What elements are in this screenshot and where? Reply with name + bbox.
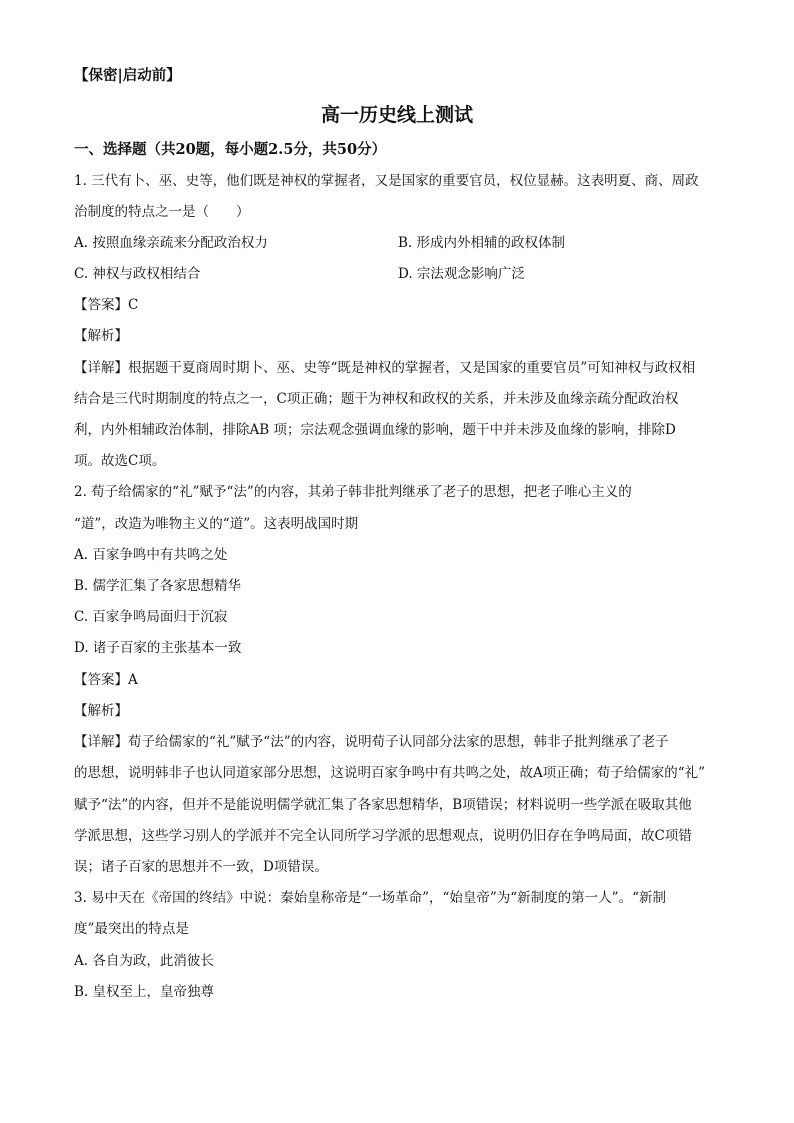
q2-stem-line-2: “道”，改造为唯物主义的“道”。这表明战国时期 — [74, 516, 359, 532]
confidential-tag: 【保密|启动前】 — [74, 67, 181, 84]
q1-analysis-label: 【解析】 — [74, 328, 128, 344]
q2-detail-line-1: 【详解】荀子给儒家的“礼”赋予“法”的内容，说明荀子认同部分法家的思想，韩非子批判继承了老子 — [74, 734, 669, 750]
section-heading: 一、选择题（共20题，每小题2.5分，共50分） — [74, 141, 387, 158]
q1-options-row-2 — [74, 264, 734, 284]
q2-analysis-label: 【解析】 — [74, 703, 128, 719]
page-title: 高一历史线上测试 — [320, 104, 473, 126]
q2-detail-line-4: 学派思想，这些学习别人的学派并不完全认同所学习学派的思想观点，说明仍旧存在争鸣局面，故C项错 — [74, 828, 692, 844]
q1-detail-line-4: 项。故选C项。 — [74, 453, 166, 469]
q3-option-a: A. 各自为政，此消彼长 — [74, 953, 214, 969]
q2-detail-line-2: 的思想，说明韩非子也认同道家部分思想，这说明百家争鸣中有共鸣之处，故A项正确；荀子给儒家的“礼” — [74, 765, 706, 781]
q3-stem-line-1: 3. 易中天在《帝国的终结》中说：秦始皇称帝是“一场革命”，“始皇帝”为“新制度的第一人”。“新制 — [74, 890, 666, 906]
q1-answer: 【答案】C — [74, 297, 139, 313]
q1-option-d: D. 宗法观念影响广泛 — [398, 266, 525, 282]
q2-detail-line-3: 赋予“法”的内容，但并不是能说明儒学就汇集了各家思想精华，B项错误；材料说明一些学派在吸取其他 — [74, 797, 692, 813]
q1-option-c: C. 神权与政权相结合 — [74, 266, 201, 282]
q2-detail-line-5: 误；诸子百家的思想并不一致，D项错误。 — [74, 859, 328, 875]
q1-options-row-1 — [74, 233, 734, 253]
q2-option-b: B. 儒学汇集了各家思想精华 — [74, 578, 242, 594]
q2-stem-line-1: 2. 荀子给儒家的“礼”赋予“法”的内容，其弟子韩非批判继承了老子的思想，把老子唯心主义的 — [74, 484, 632, 500]
q3-stem-line-2: 度”最突出的特点是 — [74, 921, 189, 937]
q1-option-a: A. 按照血缘亲疏来分配政治权力 — [74, 235, 268, 251]
q1-stem-line-2: 治制度的特点之一是（ ） — [74, 204, 250, 220]
q2-option-a: A. 百家争鸣中有共鸣之处 — [74, 547, 228, 563]
q1-detail-line-1: 【详解】根据题干夏商周时期卜、巫、史等“既是神权的掌握者，又是国家的重要官员”可知神权与政权相 — [74, 360, 696, 376]
q2-option-d: D. 诸子百家的主张基本一致 — [74, 640, 242, 656]
q1-detail-line-3: 利，内外相辅政治体制，排除AB 项；宗法观念强调血缘的影响，题干中并未涉及血缘的影响，排除D — [74, 422, 676, 438]
q1-stem-line-1: 1. 三代有卜、巫、史等，他们既是神权的掌握者，又是国家的重要官员，权位显赫。这表明夏、商、周政 — [74, 173, 699, 189]
q2-option-c: C. 百家争鸣局面归于沉寂 — [74, 609, 228, 625]
q1-detail-line-2: 结合是三代时期制度的特点之一，C项正确；题干为神权和政权的关系，并未涉及血缘亲疏分配政治权 — [74, 391, 679, 407]
q3-option-b: B. 皇权至上，皇帝独尊 — [74, 984, 215, 1000]
q1-option-b: B. 形成内外相辅的政权体制 — [398, 235, 566, 251]
q2-answer: 【答案】A — [74, 672, 138, 688]
